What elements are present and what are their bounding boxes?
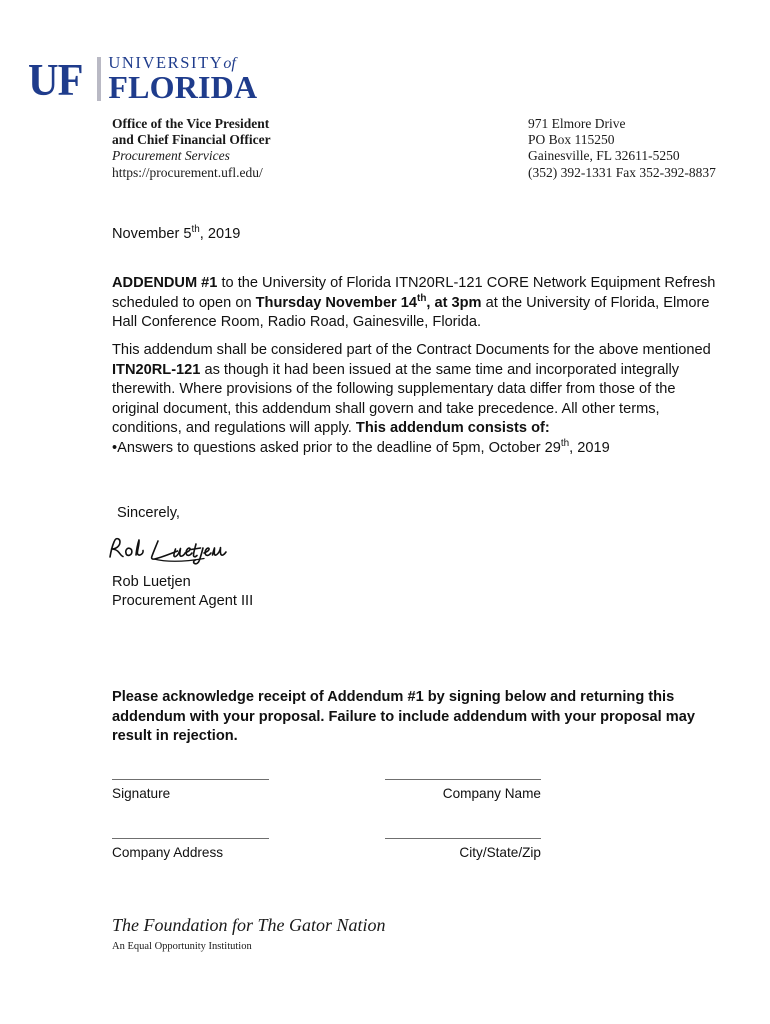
letterhead-street: 971 Elmore Drive: [528, 116, 626, 131]
letterhead-right-block: [528, 116, 716, 181]
terms-text-a: This addendum shall be considered part of the Contract Documents for the above mentioned: [112, 342, 711, 358]
consists-of-lead-in: This addendum consists of:: [355, 420, 550, 437]
date-ordinal: th: [191, 224, 200, 236]
letterhead-left-block: [112, 116, 271, 181]
footer-equal-opportunity: An Equal Opportunity Institution: [112, 941, 252, 952]
footer-tagline: The Foundation for The Gator Nation: [112, 915, 386, 935]
opening-date: Thursday November 14: [255, 294, 418, 311]
addendum-contents-bullet: [112, 439, 610, 459]
uf-monogram: UF: [28, 54, 83, 105]
signer-block: [112, 573, 253, 610]
addendum-terms-paragraph: [112, 341, 724, 439]
logo-wordmark: [108, 53, 258, 105]
logo-of-word: of: [223, 55, 236, 72]
city-state-zip-rule: [385, 838, 541, 839]
letterhead-office-line-1: Office of the Vice President: [112, 116, 270, 131]
logo-divider: [97, 57, 101, 101]
signature-rule: [112, 779, 269, 780]
letterhead-po-box: PO Box 115250: [528, 132, 615, 148]
bullet-ordinal: th: [560, 438, 570, 450]
signer-name: Rob Luetjen: [112, 574, 191, 590]
letterhead-website[interactable]: https://procurement.ufl.edu/: [112, 164, 263, 180]
handwritten-signature: [106, 531, 236, 573]
letterhead-phone-fax: (352) 392-1331 Fax 352-392-8837: [528, 164, 716, 180]
uf-logo: [28, 53, 258, 105]
addendum-intro-text-a: to the University of Florida ITN20RL-121 CORE Network Equipment Refresh scheduled to open on: [112, 275, 716, 311]
company-address-rule: [112, 838, 269, 839]
logo-university-word: UNIVERSITY: [108, 53, 224, 72]
signer-title: Procurement Agent III: [112, 592, 254, 609]
company-address-field-label: Company Address: [112, 845, 224, 860]
bullet-text-b: , 2019: [569, 440, 610, 456]
addendum-intro-paragraph: [112, 274, 720, 333]
bullet-text-a: Answers to questions asked prior to the deadline of 5pm, October 29: [117, 440, 561, 456]
company-name-field-label: Company Name: [442, 786, 541, 801]
addendum-intro-text-b: at the University of Florida, Elmore Hall Conference Room, Radio Road, Gainesville, Florida.: [112, 294, 710, 331]
letter-closing: Sincerely,: [117, 505, 180, 521]
acknowledgement-paragraph: Please acknowledge receipt of Addendum #1 by signing below and returning this addendum with your proposal. Failure to include addendum with your proposal may result in rejection.: [112, 689, 695, 744]
solicitation-number: ITN20RL-121: [112, 361, 201, 378]
opening-date-ordinal: th: [417, 292, 427, 304]
letterhead-office-line-2: and Chief Financial Officer: [112, 132, 271, 148]
terms-text-b: as though it had been issued at the same time and incorporated integrally therewith. Where provisions of the following supplementary data differ from those of the original document, this addendum shall govern and take precedence. All other terms, conditions, and regulations will apply.: [112, 361, 680, 437]
bullet-marker: •: [112, 440, 118, 456]
addendum-number: ADDENDUM #1: [112, 275, 218, 291]
company-name-rule: [385, 779, 541, 780]
date-month-day: November 5: [112, 226, 192, 242]
letterhead-department: Procurement Services: [112, 148, 230, 164]
signature-field-label: Signature: [112, 786, 171, 801]
letter-date: [112, 225, 240, 245]
date-year: , 2019: [199, 226, 241, 242]
letterhead-city-state-zip: Gainesville, FL 32611-5250: [528, 148, 680, 164]
city-state-zip-field-label: City/State/Zip: [459, 845, 541, 860]
logo-florida-word: FLORIDA: [108, 69, 258, 105]
opening-time: , at 3pm: [426, 294, 482, 311]
